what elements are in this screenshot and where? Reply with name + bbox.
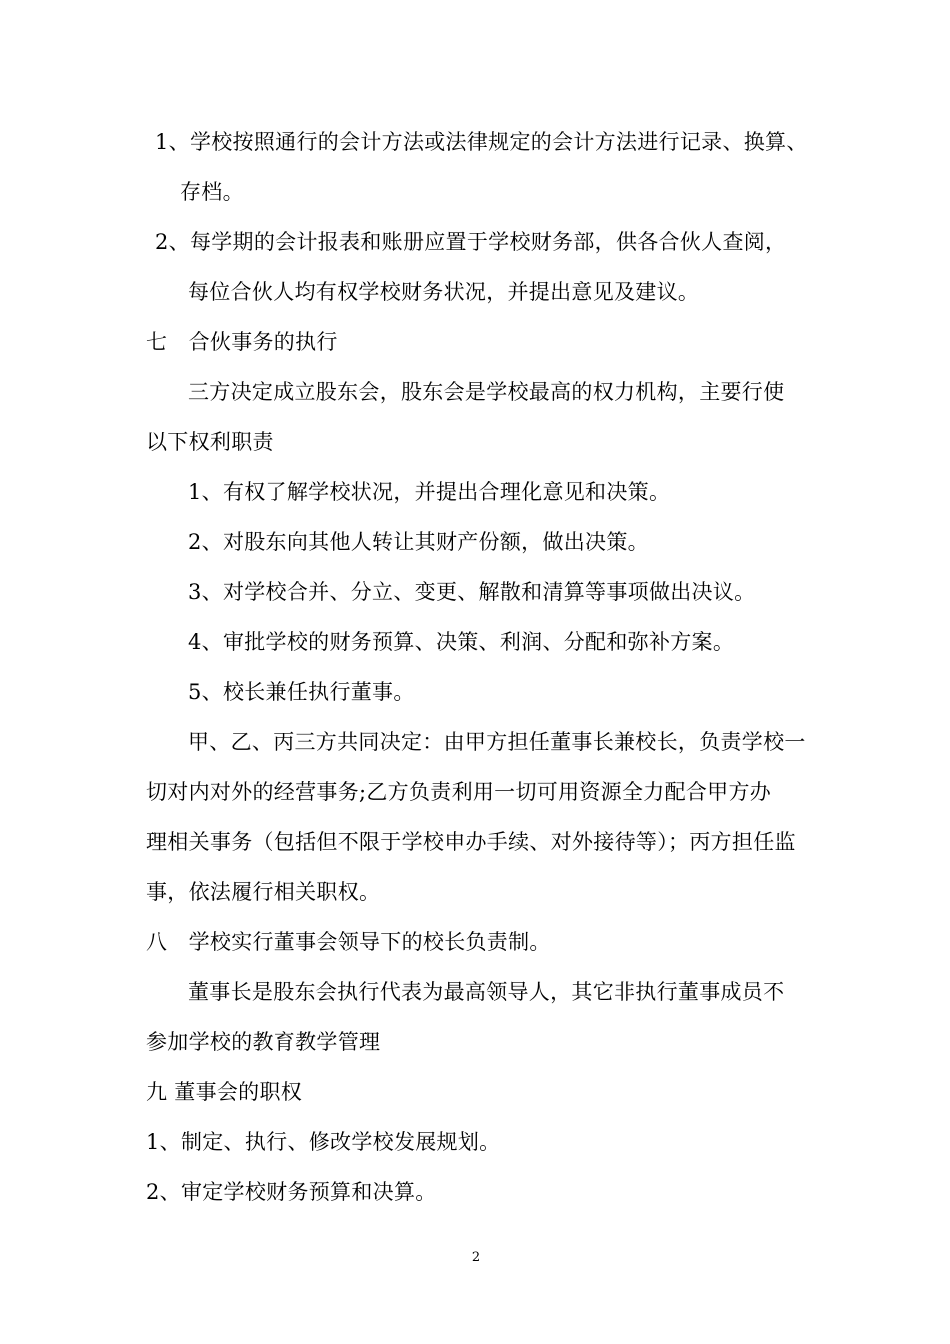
paragraph-line: 理相关事务（包括但不限于学校申办手续、对外接待等）；丙方担任监 [146,830,796,854]
paragraph-line: 事，依法履行相关职权。 [146,880,381,904]
paragraph-line: 每位合伙人均有权学校财务状况，并提出意见及建议。 [188,280,700,304]
page-number: 2 [471,1250,481,1265]
paragraph-line: 参加学校的教育教学管理 [146,1030,381,1054]
paragraph-line: 存档。 [180,180,244,204]
paragraph-line: 1、学校按照通行的会计方法或法律规定的会计方法进行记录、换算、 [155,130,808,154]
paragraph-line: 董事长是股东会执行代表为最高领导人，其它非执行董事成员不 [188,980,785,1004]
list-item: 2、对股东向其他人转让其财产份额，做出决策。 [188,530,649,554]
section-heading: 九 董事会的职权 [146,1080,303,1104]
list-item: 4、审批学校的财务预算、决策、利润、分配和弥补方案。 [188,630,735,654]
list-item: 2、审定学校财务预算和决算。 [146,1180,437,1204]
list-item: 1、有权了解学校状况，并提出合理化意见和决策。 [188,480,671,504]
list-item: 5、校长兼任执行董事。 [188,680,415,704]
section-heading: 七 合伙事务的执行 [146,330,338,354]
paragraph-line: 切对内对外的经营事务;乙方负责利用一切可用资源全力配合甲方办 [146,780,772,804]
paragraph-line: 甲、乙、丙三方共同决定：由甲方担任董事长兼校长，负责学校一 [188,730,806,754]
paragraph-line: 以下权利职责 [146,430,274,454]
list-item: 3、对学校合并、分立、变更、解散和清算等事项做出决议。 [188,580,756,604]
paragraph-line: 三方决定成立股东会，股东会是学校最高的权力机构，主要行使 [188,380,785,404]
paragraph-line: 2、每学期的会计报表和账册应置于学校财务部，供各合伙人查阅， [155,230,787,254]
list-item: 1、制定、执行、修改学校发展规划。 [146,1130,501,1154]
section-heading: 八 学校实行董事会领导下的校长负责制。 [146,930,551,954]
